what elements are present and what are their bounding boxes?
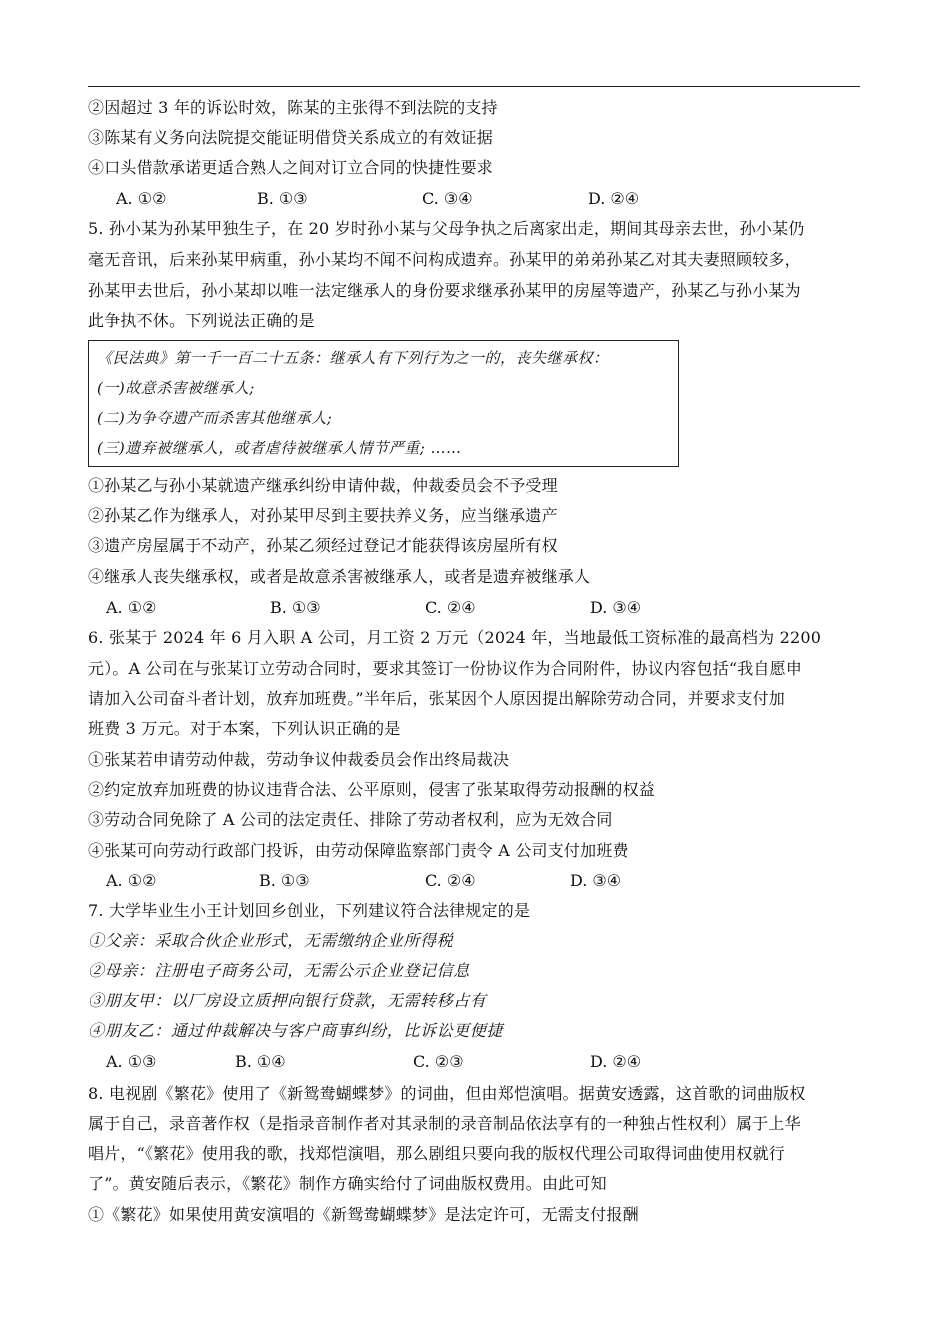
q6-option-c: C. ②④ — [425, 871, 476, 890]
q5-statement-1: ①孙某乙与孙小某就遗产继承纠纷申请仲裁，仲裁委员会不予受理 — [88, 476, 558, 495]
q8-stem-line-4: 了”。黄安随后表示，《繁花》制作方确实给付了词曲版权费用。由此可知 — [88, 1174, 607, 1193]
q5-option-d: D. ③④ — [590, 598, 642, 617]
q4-option-c: C. ③④ — [422, 189, 473, 208]
q4-option-d: D. ②④ — [588, 189, 640, 208]
civil-code-excerpt-box — [88, 340, 679, 467]
excerpt-line-3: (二)为争夺遗产而杀害其他继承人; — [97, 409, 333, 427]
header-rule — [88, 86, 860, 87]
q5-statement-2: ②孙某乙作为继承人，对孙某甲尽到主要扶养义务，应当继承遗产 — [88, 506, 558, 525]
excerpt-line-2: (一)故意杀害被继承人; — [97, 379, 255, 397]
q5-stem-line-4: 此争执不休。下列说法正确的是 — [88, 311, 315, 330]
q6-option-b: B. ①③ — [259, 871, 310, 890]
q4-statement-3: ③陈某有义务向法院提交能证明借贷关系成立的有效证据 — [88, 128, 494, 147]
q4-option-a: A. ①② — [116, 189, 167, 208]
q7-option-b: B. ①④ — [235, 1052, 286, 1071]
q5-stem-line-3: 孙某甲去世后，孙小某却以唯一法定继承人的身份要求继承孙某甲的房屋等遗产，孙某乙与孙小某为 — [88, 281, 801, 300]
q6-statement-4: ④张某可向劳动行政部门投诉，由劳动保障监察部门责令 A 公司支付加班费 — [88, 841, 629, 860]
q7-option-a: A. ①③ — [106, 1052, 157, 1071]
q6-stem-line-1: 6. 张某于 2024 年 6 月入职 A 公司，月工资 2 万元（2024 年，当地最低工资标准的最高档为 2200 — [88, 628, 822, 647]
q7-option-d: D. ②④ — [590, 1052, 642, 1071]
q7-statement-2: ②母亲：注册电子商务公司，无需公示企业登记信息 — [88, 961, 470, 980]
q7-statement-4: ④朋友乙：通过仲裁解决与客户商事纠纷，比诉讼更便捷 — [88, 1021, 504, 1040]
q5-statement-3: ③遗产房屋属于不动产，孙某乙须经过登记才能获得该房屋所有权 — [88, 536, 558, 555]
q6-stem-line-2: 元）。A 公司在与张某订立劳动合同时，要求其签订一份协议作为合同附件，协议内容包括“我自愿申 — [88, 659, 803, 678]
q4-option-b: B. ①③ — [257, 189, 308, 208]
q7-statement-3: ③朋友甲：以厂房设立质押向银行贷款，无需转移占有 — [88, 991, 487, 1010]
q7-option-c: C. ②③ — [413, 1052, 464, 1071]
q7-statement-1: ①父亲：采取合伙企业形式，无需缴纳企业所得税 — [88, 931, 454, 950]
q4-statement-2: ②因超过 3 年的诉讼时效，陈某的主张得不到法院的支持 — [88, 98, 498, 117]
excerpt-line-1: 《民法典》第一千一百二十五条：继承人有下列行为之一的，丧失继承权： — [97, 349, 609, 367]
q8-stem-line-2: 属于自己，录音著作权（是指录音制作者对其录制的录音制品依法享有的一种独占性权利）属于上华 — [88, 1114, 801, 1133]
q6-statement-1: ①张某若申请劳动仲裁，劳动争议仲裁委员会作出终局裁决 — [88, 750, 510, 769]
q8-stem-line-1: 8. 电视剧《繁花》使用了《新鸳鸯蝴蝶梦》的词曲，但由郑恺演唱。据黄安透露，这首歌的词曲版权 — [88, 1084, 806, 1103]
q8-statement-1: ①《繁花》如果使用黄安演唱的《新鸳鸯蝴蝶梦》是法定许可，无需支付报酬 — [88, 1205, 639, 1224]
excerpt-line-4: (三)遗弃被继承人，或者虐待被继承人情节严重; …… — [97, 439, 462, 457]
q8-stem-line-3: 唱片，“《繁花》使用我的歌，找郑恺演唱，那么剧组只要向我的版权代理公司取得词曲使用权就行 — [88, 1144, 785, 1163]
q6-option-d: D. ③④ — [570, 871, 622, 890]
q6-stem-line-4: 班费 3 万元。对于本案，下列认识正确的是 — [88, 719, 401, 738]
q6-statement-3: ③劳动合同免除了 A 公司的法定责任、排除了劳动者权利，应为无效合同 — [88, 810, 613, 829]
q5-option-c: C. ②④ — [425, 598, 476, 617]
q6-stem-line-3: 请加入公司奋斗者计划，放弃加班费。”半年后，张某因个人原因提出解除劳动合同，并要求支付加 — [88, 689, 785, 708]
q7-stem: 7. 大学毕业生小王计划回乡创业，下列建议符合法律规定的是 — [88, 901, 531, 920]
q5-stem-line-1: 5. 孙小某为孙某甲独生子，在 20 岁时孙小某与父母争执之后离家出走，期间其母亲去世，孙小某仍 — [88, 219, 805, 238]
q5-option-b: B. ①③ — [270, 598, 321, 617]
q4-statement-4: ④口头借款承诺更适合熟人之间对订立合同的快捷性要求 — [88, 158, 494, 177]
q5-statement-4: ④继承人丧失继承权，或者是故意杀害被继承人，或者是遗弃被继承人 — [88, 567, 591, 586]
q6-option-a: A. ①② — [106, 871, 157, 890]
q5-stem-line-2: 毫无音讯，后来孙某甲病重，孙小某均不闻不问构成遗弃。孙某甲的弟弟孙某乙对其夫妻照顾较多， — [88, 250, 801, 269]
q5-option-a: A. ①② — [106, 598, 157, 617]
q6-statement-2: ②约定放弃加班费的协议违背合法、公平原则，侵害了张某取得劳动报酬的权益 — [88, 780, 656, 799]
